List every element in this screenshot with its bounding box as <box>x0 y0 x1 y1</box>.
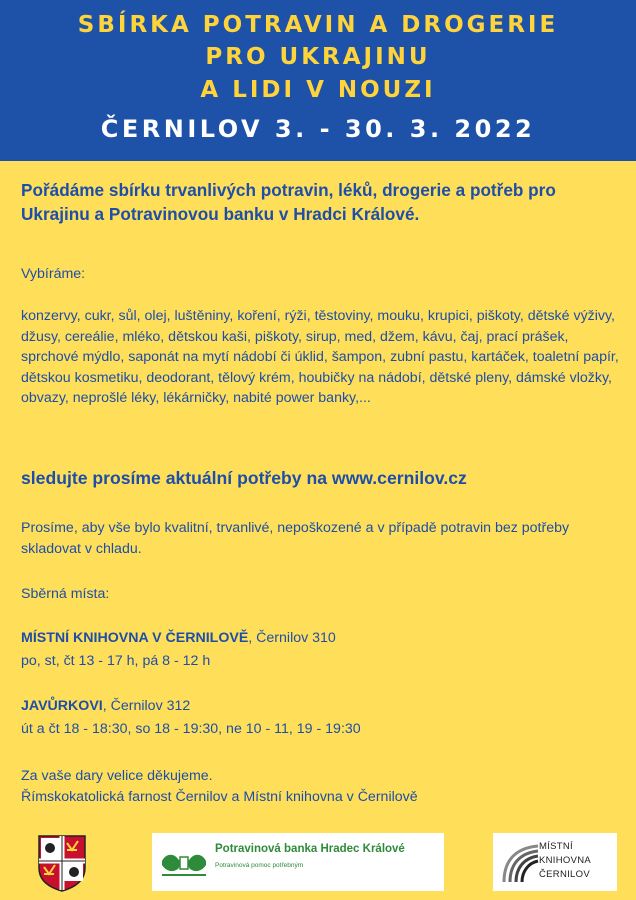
collecting-label: Vybíráme: <box>21 266 86 282</box>
place-1-address: , Černilov 310 <box>248 630 336 646</box>
title-line-2: PRO UKRAJINU <box>205 44 431 70</box>
needs-link[interactable]: sledujte prosíme aktuální potřeby na www.cernilov.cz <box>21 468 467 488</box>
library-name-line-1: MÍSTNÍ <box>539 841 573 852</box>
title-line-3: A LIDI V NOUZI <box>200 77 436 103</box>
header-banner <box>0 0 636 161</box>
place-2-hours: út a čt 18 - 18:30, so 18 - 19:30, ne 10 - 11, 19 - 19:30 <box>21 721 361 737</box>
library-arc-icon <box>500 842 540 884</box>
place-2-name: JAVŮRKOVI <box>21 698 103 714</box>
food-bank-logo <box>152 833 444 891</box>
place-2 <box>21 696 621 717</box>
library-name-line-2: KNIHOVNA <box>539 855 592 866</box>
place-1-name: MÍSTNÍ KNIHOVNA V ČERNILOVĚ <box>21 630 249 646</box>
food-bank-subtitle: Potravinová pomoc potřebným <box>215 862 304 869</box>
place-2-address: , Černilov 312 <box>102 698 191 714</box>
request-text: Prosíme, aby vše bylo kvalitní, trvanlivé, nepoškozené a v případě potravin bez potřeby skladovat v chladu. <box>21 520 570 557</box>
thanks-text: Za vaše dary velice děkujeme. <box>21 768 213 784</box>
place-1-hours: po, st, čt 13 - 17 h, pá 8 - 12 h <box>21 653 211 669</box>
places-label: Sběrná místa: <box>21 586 110 602</box>
place-1 <box>21 628 621 649</box>
date-line: ČERNILOV 3. - 30. 3. 2022 <box>100 115 536 143</box>
library-name-line-3: ČERNILOV <box>539 869 590 880</box>
coat-of-arms-icon <box>37 834 87 892</box>
library-logo <box>493 833 617 891</box>
coat-of-arms-logo <box>37 834 87 892</box>
organizers-text: Římskokatolická farnost Černilov a Místní knihovna v Černilově <box>21 789 418 805</box>
food-bank-title: Potravinová banka Hradec Králové <box>215 843 405 855</box>
library-name <box>539 840 591 882</box>
food-bank-hands-icon <box>160 847 208 877</box>
items-list: konzervy, cukr, sůl, olej, luštěniny, koření, rýži, těstoviny, mouku, krupici, piškoty, dětské výživy, džusy, cereálie, mléko, dětskou kaši, piškoty, sirup, med, džem, kávu, čaj, prací prášek, sprchové mýdlo, saponát na mytí nádobí či úklid, šampon, zubní pastu, kartáček, toaletní papír, dětskou kosmetiku, deodorant, tělový krém, houbičky na nádobí, dětské pleny, dámské vložky, obvazy, neprošlé léky, lékárničky, nabité power banky,... <box>21 308 619 406</box>
title-line-1: SBÍRKA POTRAVIN A DROGERIE <box>77 12 559 38</box>
intro-text: Pořádáme sbírku trvanlivých potravin, léků, drogerie a potřeb pro Ukrajinu a Potravinovou banku v Hradci Králové. <box>21 180 556 224</box>
